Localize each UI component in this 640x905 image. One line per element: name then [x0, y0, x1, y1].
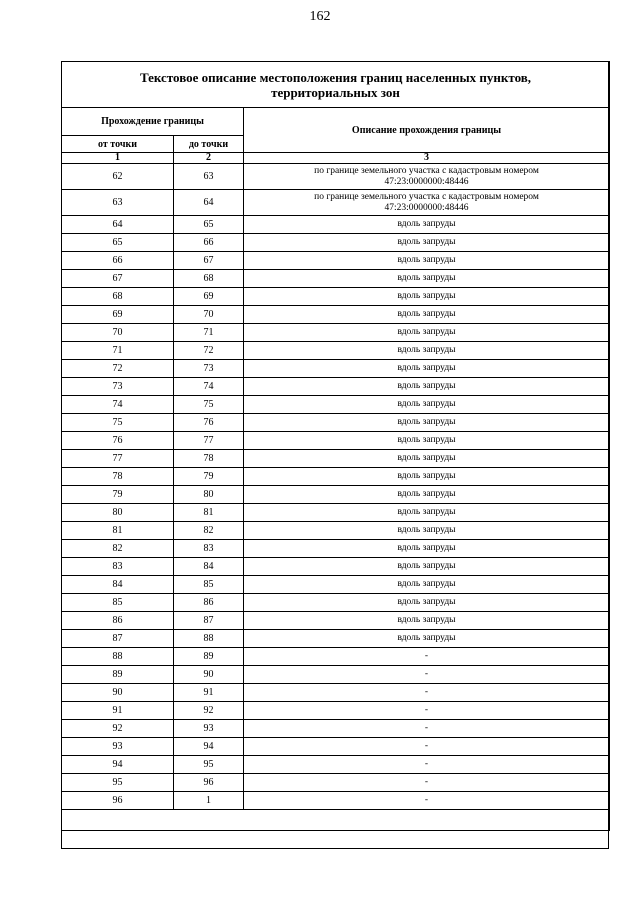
- to-point-cell: 66: [174, 234, 244, 252]
- to-point-cell: 76: [174, 414, 244, 432]
- from-point-cell: 68: [62, 288, 174, 306]
- to-point-cell: 70: [174, 306, 244, 324]
- table-row: [62, 774, 610, 792]
- to-point-cell: 90: [174, 666, 244, 684]
- column-number-1: 1: [62, 153, 174, 164]
- description-line: вдоль запруды: [397, 219, 456, 230]
- table-row: [62, 450, 610, 468]
- from-point-cell: 76: [62, 432, 174, 450]
- description-line: вдоль запруды: [397, 381, 456, 392]
- from-point-cell: 92: [62, 720, 174, 738]
- from-point-cell: 72: [62, 360, 174, 378]
- header-passage: Прохождение границы: [62, 108, 244, 136]
- description-cell: [244, 720, 610, 738]
- description-line: -: [424, 759, 429, 770]
- header-description: Описание прохождения границы: [244, 108, 610, 153]
- description-cell: [244, 558, 610, 576]
- description-cell: [244, 324, 610, 342]
- table-row: [62, 270, 610, 288]
- table-row: [62, 648, 610, 666]
- from-point-cell: 70: [62, 324, 174, 342]
- description-line: вдоль запруды: [397, 255, 456, 266]
- to-point-cell: 85: [174, 576, 244, 594]
- table-body: [62, 164, 610, 810]
- to-point-cell: 67: [174, 252, 244, 270]
- table-row: [62, 342, 610, 360]
- from-point-cell: 88: [62, 648, 174, 666]
- table-row: [62, 468, 610, 486]
- table-row: [62, 756, 610, 774]
- description-line: -: [424, 741, 429, 752]
- from-point-cell: 85: [62, 594, 174, 612]
- from-point-cell: 91: [62, 702, 174, 720]
- description-cell: [244, 432, 610, 450]
- from-point-cell: 89: [62, 666, 174, 684]
- from-point-cell: 94: [62, 756, 174, 774]
- from-point-cell: 90: [62, 684, 174, 702]
- to-point-cell: 91: [174, 684, 244, 702]
- table-row: [62, 164, 610, 190]
- empty-cell: [62, 810, 610, 831]
- to-point-cell: 94: [174, 738, 244, 756]
- table-row: [62, 396, 610, 414]
- description-cell: [244, 486, 610, 504]
- to-point-cell: 69: [174, 288, 244, 306]
- table-row: [62, 684, 610, 702]
- description-cell: [244, 576, 610, 594]
- from-point-cell: 62: [62, 164, 174, 190]
- from-point-cell: 87: [62, 630, 174, 648]
- description-line: -: [424, 687, 429, 698]
- to-point-cell: 63: [174, 164, 244, 190]
- description-cell: [244, 684, 610, 702]
- description-cell: [244, 702, 610, 720]
- to-point-cell: 96: [174, 774, 244, 792]
- from-point-cell: 71: [62, 342, 174, 360]
- to-point-cell: 75: [174, 396, 244, 414]
- description-cell: [244, 252, 610, 270]
- from-point-cell: 67: [62, 270, 174, 288]
- description-cell: [244, 756, 610, 774]
- description-line: вдоль запруды: [397, 597, 456, 608]
- description-cell: [244, 738, 610, 756]
- from-point-cell: 80: [62, 504, 174, 522]
- to-point-cell: 82: [174, 522, 244, 540]
- cadastral-number: 47:23:0000000:48446: [384, 176, 469, 187]
- from-point-cell: 84: [62, 576, 174, 594]
- to-point-cell: 88: [174, 630, 244, 648]
- table-row: [62, 792, 610, 810]
- description-line: по границе земельного участка с кадастровым номером: [314, 166, 539, 176]
- from-point-cell: 63: [62, 190, 174, 216]
- to-point-cell: 89: [174, 648, 244, 666]
- description-line: -: [424, 777, 429, 788]
- description-line: вдоль запруды: [397, 417, 456, 428]
- to-point-cell: 1: [174, 792, 244, 810]
- description-line: вдоль запруды: [397, 507, 456, 518]
- description-line: вдоль запруды: [397, 525, 456, 536]
- from-point-cell: 77: [62, 450, 174, 468]
- description-line: вдоль запруды: [397, 309, 456, 320]
- from-point-cell: 74: [62, 396, 174, 414]
- table-row: [62, 378, 610, 396]
- cadastral-number: 47:23:0000000:48446: [384, 202, 469, 213]
- description-cell: [244, 648, 610, 666]
- to-point-cell: 65: [174, 216, 244, 234]
- to-point-cell: 80: [174, 486, 244, 504]
- from-point-cell: 96: [62, 792, 174, 810]
- description-cell: [244, 450, 610, 468]
- description-cell: [244, 792, 610, 810]
- table-row: [62, 594, 610, 612]
- from-point-cell: 64: [62, 216, 174, 234]
- to-point-cell: 93: [174, 720, 244, 738]
- to-point-cell: 77: [174, 432, 244, 450]
- from-point-cell: 81: [62, 522, 174, 540]
- description-line: -: [424, 651, 429, 662]
- description-line: -: [424, 723, 429, 734]
- to-point-cell: 78: [174, 450, 244, 468]
- table-row: [62, 666, 610, 684]
- description-cell: [244, 288, 610, 306]
- description-line: -: [424, 705, 429, 716]
- description-cell: [244, 164, 610, 190]
- from-point-cell: 83: [62, 558, 174, 576]
- description-cell: [244, 540, 610, 558]
- description-line: вдоль запруды: [397, 291, 456, 302]
- description-cell: [244, 774, 610, 792]
- description-cell: [244, 342, 610, 360]
- from-point-cell: 86: [62, 612, 174, 630]
- table-row: [62, 360, 610, 378]
- from-point-cell: 66: [62, 252, 174, 270]
- description-line: вдоль запруды: [397, 363, 456, 374]
- header-from: от точки: [62, 136, 174, 153]
- description-line: вдоль запруды: [397, 327, 456, 338]
- table-row: [62, 612, 610, 630]
- to-point-cell: 64: [174, 190, 244, 216]
- from-point-cell: 65: [62, 234, 174, 252]
- page-number: 162: [309, 9, 331, 24]
- description-line: вдоль запруды: [397, 399, 456, 410]
- to-point-cell: 84: [174, 558, 244, 576]
- to-point-cell: 71: [174, 324, 244, 342]
- column-number-3: 3: [244, 153, 610, 164]
- description-line: -: [424, 669, 429, 680]
- description-line: вдоль запруды: [397, 435, 456, 446]
- to-point-cell: 74: [174, 378, 244, 396]
- description-line: вдоль запруды: [397, 615, 456, 626]
- table-row: [62, 234, 610, 252]
- table-row: [62, 522, 610, 540]
- table-row: [62, 486, 610, 504]
- description-line: вдоль запруды: [397, 561, 456, 572]
- to-point-cell: 72: [174, 342, 244, 360]
- table-row: [62, 702, 610, 720]
- description-line: по границе земельного участка с кадастровым номером: [314, 192, 539, 202]
- from-point-cell: 79: [62, 486, 174, 504]
- title-line-1: Текстовое описание местоположения границ населенных пунктов,: [139, 69, 532, 85]
- boundary-table: [61, 61, 610, 831]
- description-cell: [244, 612, 610, 630]
- table-row: [62, 558, 610, 576]
- table-row: [62, 504, 610, 522]
- to-point-cell: 95: [174, 756, 244, 774]
- description-line: вдоль запруды: [397, 633, 456, 644]
- table-row: [62, 324, 610, 342]
- description-line: -: [424, 795, 429, 806]
- from-point-cell: 93: [62, 738, 174, 756]
- from-point-cell: 82: [62, 540, 174, 558]
- table-row: [62, 432, 610, 450]
- description-line: вдоль запруды: [397, 471, 456, 482]
- description-cell: [244, 594, 610, 612]
- table-row: [62, 414, 610, 432]
- description-line: вдоль запруды: [397, 579, 456, 590]
- column-number-2: 2: [174, 153, 244, 164]
- from-point-cell: 75: [62, 414, 174, 432]
- description-line: вдоль запруды: [397, 489, 456, 500]
- table-row: [62, 288, 610, 306]
- description-cell: [244, 630, 610, 648]
- from-point-cell: 73: [62, 378, 174, 396]
- table-row-empty: [62, 810, 610, 831]
- description-cell: [244, 360, 610, 378]
- description-line: вдоль запруды: [397, 453, 456, 464]
- to-point-cell: 79: [174, 468, 244, 486]
- description-line: вдоль запруды: [397, 543, 456, 554]
- to-point-cell: 87: [174, 612, 244, 630]
- to-point-cell: 83: [174, 540, 244, 558]
- description-cell: [244, 216, 610, 234]
- description-cell: [244, 378, 610, 396]
- description-line: вдоль запруды: [397, 237, 456, 248]
- from-point-cell: 78: [62, 468, 174, 486]
- description-line: вдоль запруды: [397, 345, 456, 356]
- description-cell: [244, 414, 610, 432]
- table-row: [62, 738, 610, 756]
- table-row: [62, 306, 610, 324]
- from-point-cell: 95: [62, 774, 174, 792]
- to-point-cell: 86: [174, 594, 244, 612]
- description-line: вдоль запруды: [397, 273, 456, 284]
- description-cell: [244, 504, 610, 522]
- description-cell: [244, 270, 610, 288]
- from-point-cell: 69: [62, 306, 174, 324]
- description-cell: [244, 190, 610, 216]
- description-cell: [244, 306, 610, 324]
- table-row: [62, 630, 610, 648]
- to-point-cell: 68: [174, 270, 244, 288]
- description-cell: [244, 522, 610, 540]
- title-line-2: территориальных зон: [271, 84, 400, 100]
- table-row: [62, 540, 610, 558]
- to-point-cell: 73: [174, 360, 244, 378]
- table-row: [62, 252, 610, 270]
- description-cell: [244, 234, 610, 252]
- table-row: [62, 576, 610, 594]
- header-to: до точки: [174, 136, 244, 153]
- to-point-cell: 92: [174, 702, 244, 720]
- table-title: [62, 62, 610, 108]
- description-cell: [244, 468, 610, 486]
- description-cell: [244, 396, 610, 414]
- to-point-cell: 81: [174, 504, 244, 522]
- description-cell: [244, 666, 610, 684]
- table-row: [62, 190, 610, 216]
- table-row: [62, 216, 610, 234]
- table-row: [62, 720, 610, 738]
